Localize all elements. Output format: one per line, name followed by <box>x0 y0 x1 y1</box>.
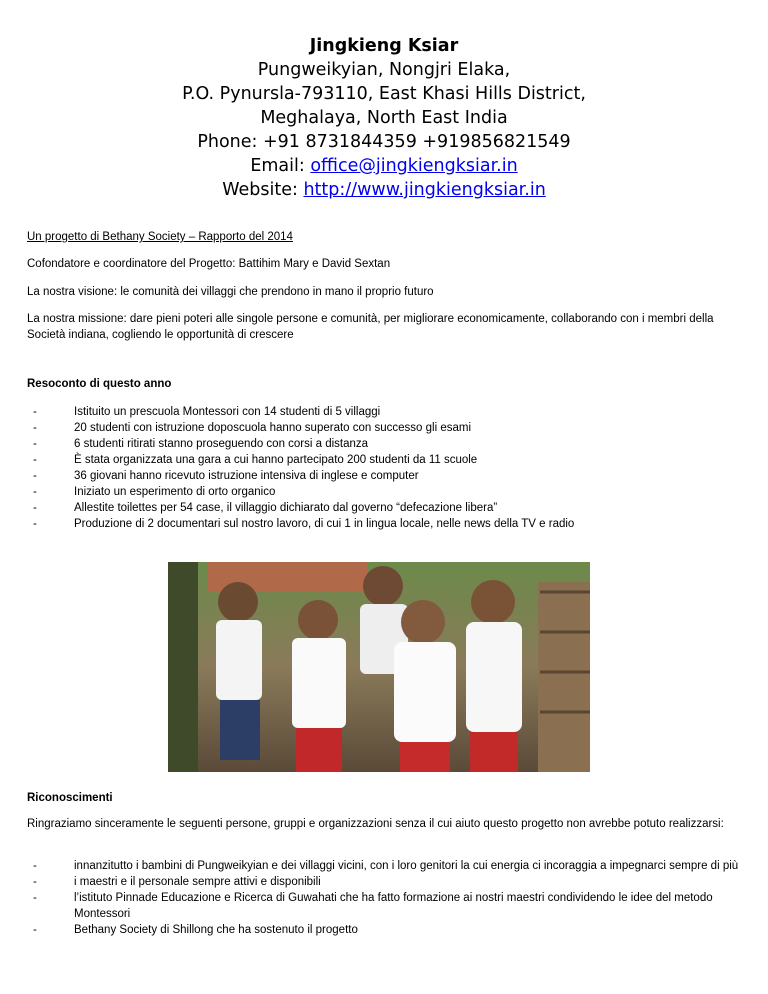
organization-name: Jingkieng Ksiar <box>309 36 459 56</box>
email-link[interactable]: office@jingkiengksiar.in <box>310 156 518 176</box>
acknowledgements-heading: Riconoscimenti <box>27 792 113 804</box>
acknowledgements-list <box>27 858 743 938</box>
mission-paragraph: La nostra missione: dare pieni poteri alle singole persone e comunità, per migliorare economicamente, collaborando con i membri della Società indiana, cogliendo le opportunità di crescere <box>27 313 714 341</box>
list-item: - l’istituto Pinnade Educazione e Ricerca di Guwahati che ha fatto formazione ai nostri maestri condividendo le idee del metodo Montessori <box>27 890 743 922</box>
acknowledgements-intro: Ringraziamo sinceramente le seguenti persone, gruppi e organizzazioni senza il cui aiuto questo progetto non avrebbe potuto realizzarsi: <box>27 818 724 830</box>
email-line <box>0 154 768 178</box>
address-line-1: Pungweikyian, Nongjri Elaka, <box>257 60 511 80</box>
phone-line: Phone: +91 8731844359 +919856821549 <box>197 132 571 152</box>
year-report-list-container <box>27 404 743 532</box>
founders-line: Cofondatore e coordinatore del Progetto: Battihim Mary e David Sextan <box>27 258 391 270</box>
website-label: Website: <box>222 180 298 200</box>
child-figure <box>466 580 522 772</box>
list-item: - Istituito un prescuola Montessori con 14 studenti di 5 villaggi <box>27 404 743 420</box>
child-figure <box>216 582 262 760</box>
list-item: - Bethany Society di Shillong che ha sostenuto il progetto <box>27 922 743 938</box>
email-label: Email: <box>250 156 305 176</box>
list-item: - 6 studenti ritirati stanno proseguendo con corsi a distanza <box>27 436 743 452</box>
list-item: - i maestri e il personale sempre attivi e disponibili <box>27 874 743 890</box>
list-item: - Allestite toilettes per 54 case, il villaggio dichiarato dal governo “defecazione libera” <box>27 500 743 516</box>
list-item: - Iniziato un esperimento di orto organico <box>27 484 743 500</box>
list-item: - 36 giovani hanno ricevuto istruzione intensiva di inglese e computer <box>27 468 743 484</box>
list-item: - Produzione di 2 documentari sul nostro lavoro, di cui 1 in lingua locale, nelle news della TV e radio <box>27 516 743 532</box>
list-item: - È stata organizzata una gara a cui hanno partecipato 200 studenti da 11 scuole <box>27 452 743 468</box>
vision-line: La nostra visione: le comunità dei villaggi che prendono in mano il proprio futuro <box>27 286 434 298</box>
children-photo <box>168 562 590 772</box>
year-report-heading: Resoconto di questo anno <box>27 378 172 390</box>
letterhead <box>0 34 768 202</box>
list-item: - 20 studenti con istruzione doposcuola hanno superato con successo gli esami <box>27 420 743 436</box>
website-link[interactable]: http://www.jingkiengksiar.in <box>303 180 546 200</box>
project-report-title: Un progetto di Bethany Society – Rapporto del 2014 <box>27 231 293 243</box>
website-line <box>0 178 768 202</box>
address-line-2: P.O. Pynursla-793110, East Khasi Hills District, <box>182 84 586 104</box>
year-report-list <box>27 404 743 532</box>
address-line-3: Meghalaya, North East India <box>260 108 508 128</box>
acknowledgements-list-container <box>27 858 743 938</box>
list-item: - innanzitutto i bambini di Pungweikyian e dei villaggi vicini, con i loro genitori la cui energia ci incoraggia a impegnarci sempre di più <box>27 858 743 874</box>
